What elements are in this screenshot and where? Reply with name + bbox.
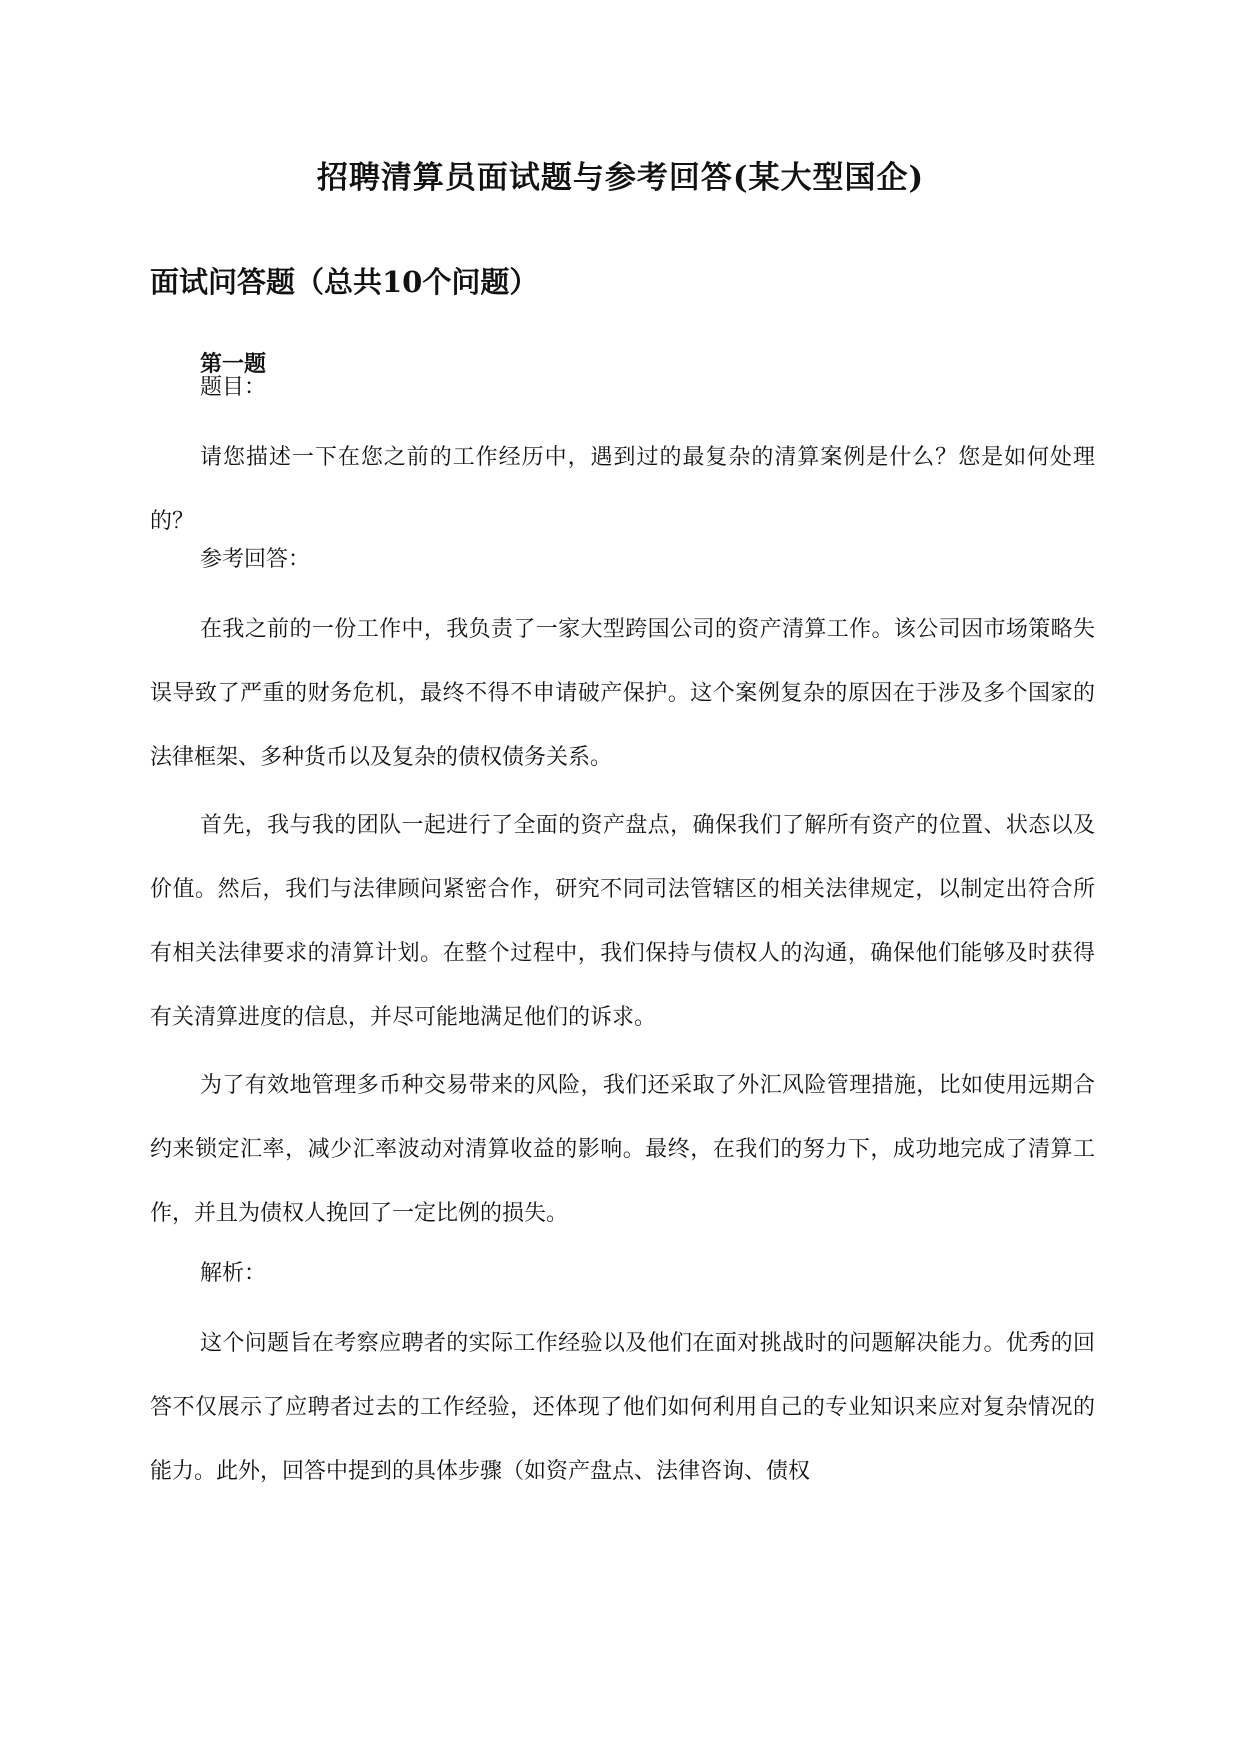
question-heading: 第一题 <box>200 351 267 377</box>
answer-paragraph-3: 为了有效地管理多币种交易带来的风险，我们还采取了外汇风险管理措施，比如使用远期合约来锁定汇率，减少汇率波动对清算收益的影响。最终，在我们的努力下，成功地完成了清算工作，并且为债权人挽回了一定比例的损失。 <box>150 1073 1095 1226</box>
document-title: 招聘清算员面试题与参考回答(某大型国企) <box>316 160 925 196</box>
question-text: 请您描述一下在您之前的工作经历中，遇到过的最复杂的清算案例是什么？您是如何处理的？ <box>150 445 1095 534</box>
question-label: 题目： <box>200 375 267 400</box>
answer-paragraph-1: 在我之前的一份工作中，我负责了一家大型跨国公司的资产清算工作。该公司因市场策略失误导致了严重的财务危机，最终不得不申请破产保护。这个案例复杂的原因在于涉及多个国家的法律框架、多种货币以及复杂的债权债务关系。 <box>150 617 1095 770</box>
analysis-label: 解析： <box>200 1261 267 1286</box>
answer-label: 参考回答： <box>200 547 311 572</box>
answer-paragraph-2: 首先，我与我的团队一起进行了全面的资产盘点，确保我们了解所有资产的位置、状态以及价值。然后，我们与法律顾问紧密合作，研究不同司法管辖区的相关法律规定，以制定出符合所有相关法律要求的清算计划。在整个过程中，我们保持与债权人的沟通，确保他们能够及时获得有关清算进度的信息，并尽可能地满足他们的诉求。 <box>150 813 1095 1030</box>
analysis-text: 这个问题旨在考察应聘者的实际工作经验以及他们在面对挑战时的问题解决能力。优秀的回答不仅展示了应聘者过去的工作经验，还体现了他们如何利用自己的专业知识来应对复杂情况的能力。此外，回答中提到的具体步骤（如资产盘点、法律咨询、债权 <box>150 1331 1095 1484</box>
section-heading: 面试问答题（总共10个问题） <box>150 265 539 299</box>
